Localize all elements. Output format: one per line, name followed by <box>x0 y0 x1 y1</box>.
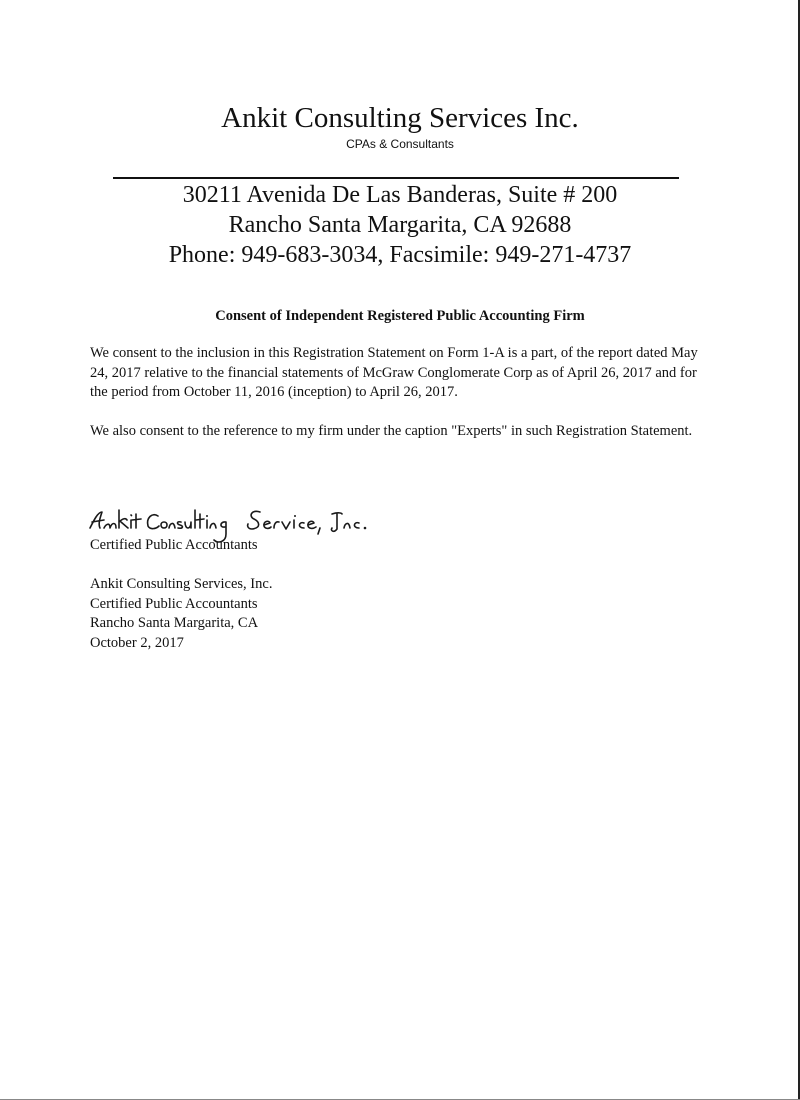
signature-block <box>90 575 272 653</box>
firm-name: Ankit Consulting Services Inc. <box>221 102 579 134</box>
firm-tagline: CPAs & Consultants <box>346 137 454 151</box>
consent-paragraph: We consent to the inclusion in this Registration Statement on Form 1-A is a part, of the report dated May 24, 2017 relative to the financial statements of McGraw Conglomerate Corp as of April 26, 2017 and for the period from October 11, 2016 (inception) to April 26, 2017. <box>90 345 698 400</box>
address-street: 30211 Avenida De Las Banderas, Suite # 200 <box>182 182 618 208</box>
signatory-location: Rancho Santa Margarita, CA <box>90 615 259 631</box>
contact-numbers: Phone: 949-683-3034, Facsimile: 949-271-4737 <box>168 242 632 268</box>
header-divider <box>113 177 679 179</box>
signatory-title: Certified Public Accountants <box>90 595 258 612</box>
document-title: Consent of Independent Registered Public Accounting Firm <box>215 308 585 324</box>
signature-caption: Certified Public Accountants <box>90 537 258 553</box>
signatory-firm: Ankit Consulting Services, Inc. <box>90 576 273 592</box>
experts-paragraph: We also consent to the reference to my firm under the caption "Experts" in such Registration Statement. <box>90 423 693 439</box>
signature-date: October 2, 2017 <box>90 634 184 651</box>
address-city: Rancho Santa Margarita, CA 92688 <box>228 212 572 238</box>
firm-address <box>0 180 800 270</box>
